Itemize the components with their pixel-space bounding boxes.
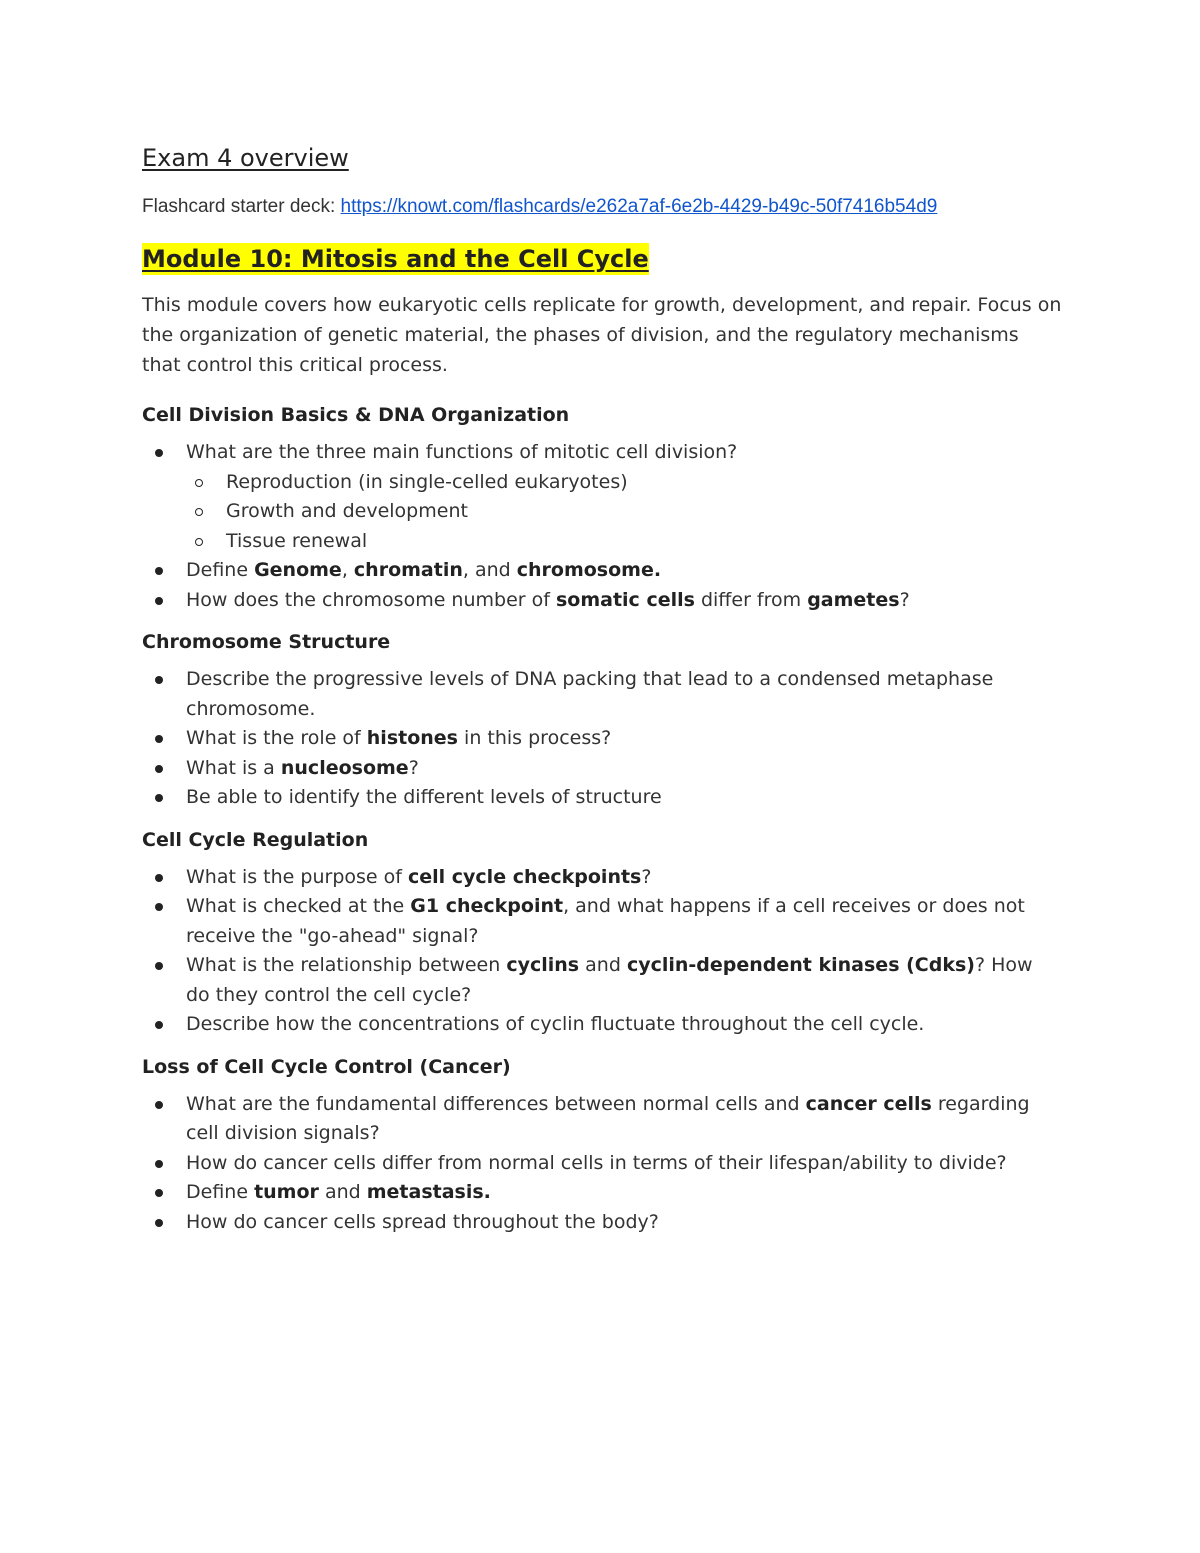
sub-list-item: Tissue renewal xyxy=(142,527,1062,557)
flashcard-link[interactable]: https://knowt.com/flashcards/e262a7af-6e2b-4429-b49c-50f7416b54d9 xyxy=(340,196,938,217)
flashcard-label: Flashcard starter deck: xyxy=(142,196,341,217)
list-item: Describe the progressive levels of DNA packing that lead to a condensed metaphase chromosome. xyxy=(142,665,1062,724)
list-item xyxy=(142,1178,1062,1208)
item-text: How does the chromosome number of xyxy=(186,588,556,611)
item-text: and xyxy=(318,1181,367,1203)
list-item xyxy=(142,556,1062,586)
item-text: What is a xyxy=(186,756,281,779)
list-item xyxy=(142,892,1062,951)
item-bold: chromatin xyxy=(353,559,463,581)
item-bold: cyclins xyxy=(506,954,580,976)
document-page xyxy=(142,138,1062,1249)
item-text: What are the three main functions of mitotic cell division? xyxy=(186,441,738,463)
list-item xyxy=(142,951,1062,1010)
item-bold: cell cycle checkpoints xyxy=(407,865,642,888)
item-bold: cancer cells xyxy=(805,1092,932,1115)
item-text: , and what happens if a cell receives or does not receive the "go-ahead" signal? xyxy=(186,895,1025,947)
item-text: , xyxy=(341,559,354,581)
item-text: What is checked at the xyxy=(186,895,411,917)
item-bold: gametes xyxy=(807,588,900,611)
list-item xyxy=(142,724,1062,754)
item-bold: Genome xyxy=(254,559,342,581)
item-text: What is the relationship between xyxy=(186,954,507,976)
section-list-cell-division xyxy=(142,438,1062,615)
item-text: ? How do they control the cell cycle? xyxy=(186,954,1033,1006)
item-text: differ from xyxy=(694,588,808,611)
list-item xyxy=(142,438,1062,556)
item-bold: histones xyxy=(366,727,458,749)
section-heading-chromosome-structure: Chromosome Structure xyxy=(142,631,391,653)
section-list-chromosome-structure xyxy=(142,665,1062,813)
section-heading-cancer: Loss of Cell Cycle Control (Cancer) xyxy=(142,1055,511,1078)
section-heading-cell-cycle-regulation: Cell Cycle Regulation xyxy=(142,828,369,851)
item-bold: chromosome. xyxy=(516,559,662,581)
module-title-text: Module 10: Mitosis and the Cell Cycle xyxy=(142,245,649,273)
list-item: Describe how the concentrations of cyclin fluctuate throughout the cell cycle. xyxy=(142,1010,1062,1040)
sub-list-item: Growth and development xyxy=(142,497,1062,527)
item-text: ? xyxy=(641,865,652,888)
item-text: regarding cell division signals? xyxy=(186,1092,1030,1144)
item-text: Define xyxy=(186,1181,255,1203)
item-bold: cyclin-dependent kinases (Cdks) xyxy=(626,954,975,976)
list-item: Be able to identify the different levels of structure xyxy=(142,783,1062,813)
item-text: and xyxy=(579,954,627,976)
list-item xyxy=(142,1090,1062,1149)
section-list-cell-cycle-regulation xyxy=(142,863,1062,1040)
item-text: What is the purpose of xyxy=(186,865,408,888)
list-item: How do cancer cells differ from normal cells in terms of their lifespan/ability to divide? xyxy=(142,1149,1062,1179)
sub-list-item: Reproduction (in single-celled eukaryotes) xyxy=(142,468,1062,498)
item-text: ? xyxy=(899,588,910,611)
module-intro: This module covers how eukaryotic cells replicate for growth, development, and repair. Focus on the organization of genetic material, the phases of division, and the regulatory mechanisms that control this critical process. xyxy=(142,294,1062,376)
list-item xyxy=(142,863,1062,893)
item-bold: nucleosome xyxy=(280,756,409,779)
item-text: Define xyxy=(186,559,255,581)
list-item xyxy=(142,586,1062,616)
item-text: What are the fundamental differences between normal cells and xyxy=(186,1092,806,1115)
item-bold: G1 checkpoint xyxy=(410,895,564,917)
section-heading-cell-division: Cell Division Basics & DNA Organization xyxy=(142,404,570,426)
item-bold: metastasis. xyxy=(366,1181,491,1203)
sub-list xyxy=(186,468,1062,557)
item-text: What is the role of xyxy=(186,727,367,749)
list-item: How do cancer cells spread throughout the body? xyxy=(142,1208,1062,1238)
flashcard-line xyxy=(142,192,1062,222)
item-bold: tumor xyxy=(254,1181,319,1203)
item-text: in this process? xyxy=(458,727,612,749)
page-title: Exam 4 overview xyxy=(142,144,349,172)
list-item xyxy=(142,754,1062,784)
section-list-cancer xyxy=(142,1090,1062,1238)
item-text: ? xyxy=(408,756,419,779)
item-bold: somatic cells xyxy=(555,588,695,611)
module-title xyxy=(142,238,1062,280)
item-text: , and xyxy=(462,559,517,581)
